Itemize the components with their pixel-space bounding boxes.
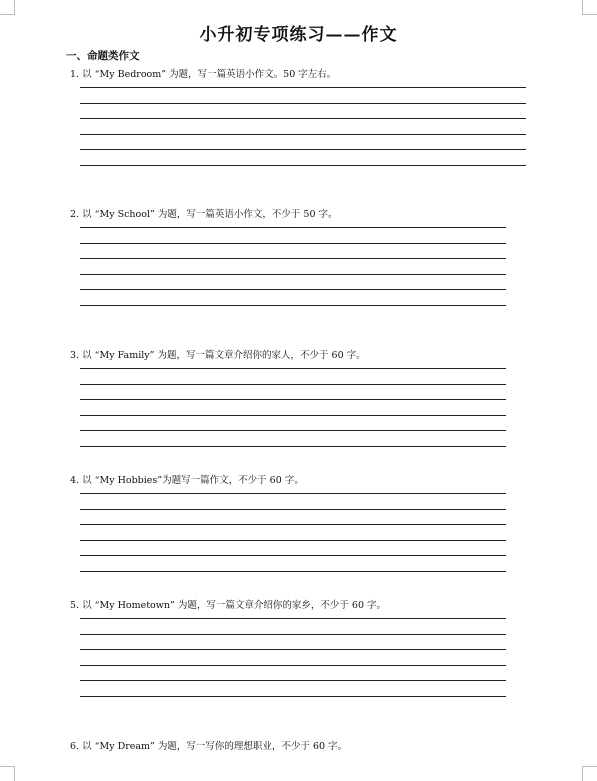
question-text [70,66,336,80]
question-text [70,347,366,361]
question-text [70,206,338,220]
crop-mark-bottom-right [582,766,597,781]
page-title: 小升初专项练习——作文 [199,25,398,45]
writing-line [80,368,506,369]
writing-line [80,118,526,119]
question-prompt: 以 “My Hometown” 为题，写一篇文章介绍你的家乡，不少于 60 字。 [82,600,387,611]
question-prompt: 以 “My Bedroom” 为题，写一篇英语小作文。50 字左右。 [82,69,337,80]
question-number: 4. [70,475,80,486]
writing-line [80,649,506,650]
writing-line [80,446,506,447]
question-prompt: 以 “My Dream” 为题，写一写你的理想职业，不少于 60 字。 [82,741,348,752]
question-text [70,472,304,486]
question-prompt: 以 “My Hobbies”为题写一篇作文，不少于 60 字。 [82,475,304,486]
writing-line [80,165,526,166]
writing-line [80,618,506,619]
question-number: 2. [70,209,80,220]
question-number: 3. [70,350,80,361]
question-number: 6. [70,741,80,752]
question-prompt: 以 “My Family” 为题，写一篇文章介绍你的家人，不少于 60 字。 [82,350,366,361]
writing-line [80,384,506,385]
writing-line [80,243,506,244]
section-title: 一、命题类作文 [66,50,140,62]
crop-mark-top-right [582,0,597,15]
question-text [70,738,347,752]
writing-line [80,258,506,259]
writing-line [80,103,526,104]
question-prompt: 以 “My School” 为题，写一篇英语小作文，不少于 50 字。 [82,209,338,220]
writing-line [80,493,506,494]
writing-line [80,289,506,290]
writing-line [80,540,506,541]
writing-line [80,87,526,88]
question-number: 1. [70,69,80,80]
writing-line [80,149,526,150]
writing-line [80,274,506,275]
writing-line [80,509,506,510]
writing-line [80,305,506,306]
writing-line [80,524,506,525]
question-number: 5. [70,600,80,611]
writing-line [80,430,506,431]
writing-line [80,134,526,135]
writing-line [80,399,506,400]
writing-line [80,227,506,228]
writing-line [80,680,506,681]
writing-line [80,415,506,416]
writing-line [80,696,506,697]
crop-mark-top-left [0,0,15,15]
writing-line [80,571,506,572]
writing-line [80,665,506,666]
crop-mark-bottom-left [0,766,15,781]
writing-line [80,634,506,635]
question-text [70,597,386,611]
writing-line [80,555,506,556]
